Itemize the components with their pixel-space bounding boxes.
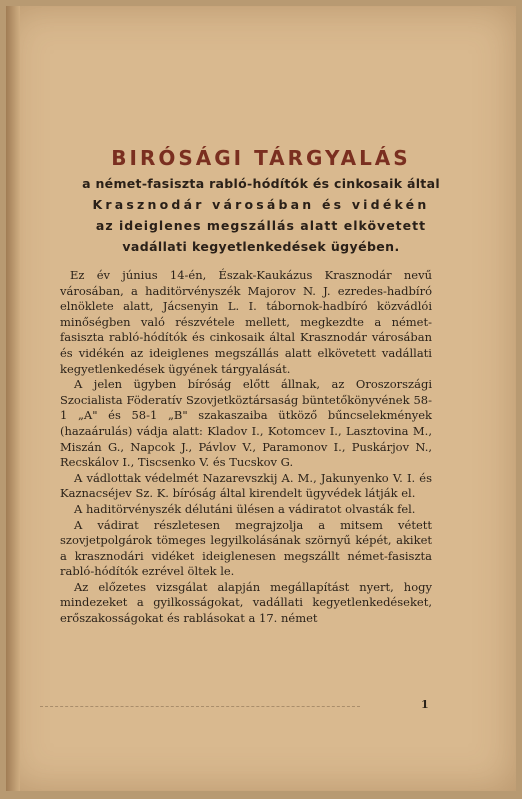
page-number: 1 (421, 698, 429, 711)
paragraph: A haditörvényszék délutáni ülésen a vádiratot olvasták fel. (74, 501, 416, 516)
paragraph: Az előzetes vizsgálat alapján megállapítást nyert, hogy mindezeket a gyilkosságokat, vadállati kegyetlenkedéseket, erőszakosságokat és rablásokat a 17. német (60, 579, 432, 626)
paragraph: A vádlottak védelmét Nazarevszkij A. M., Jakunyenko V. I. és Kaznacséjev Sz. K. bíróság által kirendelt ügyvédek látják el. (60, 470, 432, 501)
page-spine (6, 6, 20, 791)
document-subtitle (0, 173, 522, 257)
subtitle-line: vadállati kegyetlenkedések ügyében. (122, 239, 400, 254)
footer-rule (40, 706, 360, 708)
subtitle-line: Krasznodár városában és vidékén (92, 197, 430, 212)
paragraph: Ez év június 14-én, Észak-Kaukázus Krasznodár nevű városában, a haditörvényszék Majorov N. J. ezredes-hadbíró elnöklete alatt, Jácsenyin L. I. tábornok-hadbíró közvádlói minőségben való részvétele mellett, megkezdte a német-fasiszta rabló-hódítók és cinkosaik által Krasznodár városában és vidékén az ideiglenes megszállás alatt elkövetett vadállati kegyetlenkedések ügyének tárgyalását. (60, 268, 432, 376)
paragraph: A vádirat részletesen megrajzolja a mitsem vétett szovjetpolgárok tömeges legyilkolásának szörnyű képét, akiket a krasznodári vidéket ideiglenesen megszállt német-fasiszta rabló-hódítók ezrével öltek le. (60, 517, 432, 579)
subtitle-line: az ideiglenes megszállás alatt elkövetett (95, 218, 427, 233)
document-body (60, 268, 432, 627)
document-title: BIRÓSÁGI TÁRGYALÁS (111, 146, 411, 170)
paragraph: A jelen ügyben bíróság előtt állnak, az Oroszországi Szocialista Föderatív Szovjetköztársaság büntetőkönyvének 58-1 „A" és 58-1 „B" szakaszaiba ütköző bűncselekmények (hazaárulás) vádja alatt: Kladov I., Kotomcev I., Lasztovina M., Miszán G., Napcok J., Pávlov V., Paramonov I., Puskárjov N., Recskálov I., Tiscsenko V. és Tucskov G. (60, 377, 432, 470)
subtitle-line: a német-fasiszta rabló-hódítók és cinkosaik által (82, 176, 440, 191)
